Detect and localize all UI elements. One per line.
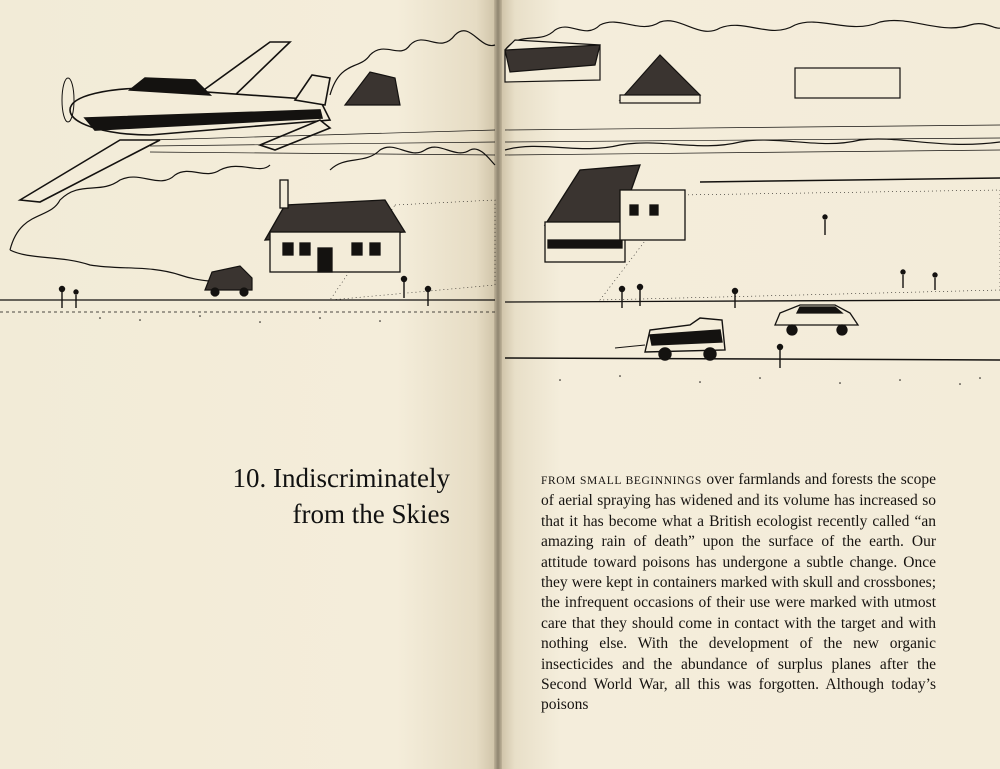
airplane-propeller bbox=[62, 78, 74, 122]
chapter-title bbox=[200, 460, 450, 532]
road-edge-right-2 bbox=[505, 358, 1000, 360]
tree-line-left bbox=[330, 31, 495, 95]
chapter-title-line1: 10. Indiscriminately bbox=[232, 463, 450, 493]
house-right-farm bbox=[545, 165, 685, 262]
tree-cluster-mid bbox=[330, 147, 495, 170]
fence-right bbox=[700, 178, 1000, 182]
house-left bbox=[265, 180, 405, 272]
chapter-opening-paragraph bbox=[541, 470, 936, 716]
road-edge-right bbox=[505, 300, 1000, 302]
people-figures bbox=[60, 215, 938, 368]
airplane-tail bbox=[295, 75, 330, 105]
houses-distant bbox=[345, 40, 900, 105]
jeep-sprayer bbox=[615, 318, 725, 360]
chapter-title-line2: from the Skies bbox=[292, 499, 450, 529]
car-left bbox=[205, 266, 252, 296]
lead-in-smallcaps: FROM SMALL BEGINNINGS bbox=[541, 475, 702, 487]
hedgerow-right bbox=[505, 139, 1000, 150]
car-right bbox=[775, 305, 858, 335]
paragraph-text: over farmlands and forests the scope of aerial spraying has widened and its volume has increased so that it has become what a British ecologist recently called “an amazing rain of death” upon the surface of the earth. Our attitude toward poisons has undergone a subtle change. Once they were kept in containers marked with skull and crossbones; the infrequent occasions of their use were marked with utmost care that they should come in contact with the target and with nothing else. With the development of the new organic insecticides and the abundance of surplus planes after the Second World War, all this was forgotten. Although today’s poisons bbox=[541, 471, 936, 714]
airplane-icon bbox=[20, 42, 330, 202]
airplane-wing-left bbox=[20, 140, 160, 202]
